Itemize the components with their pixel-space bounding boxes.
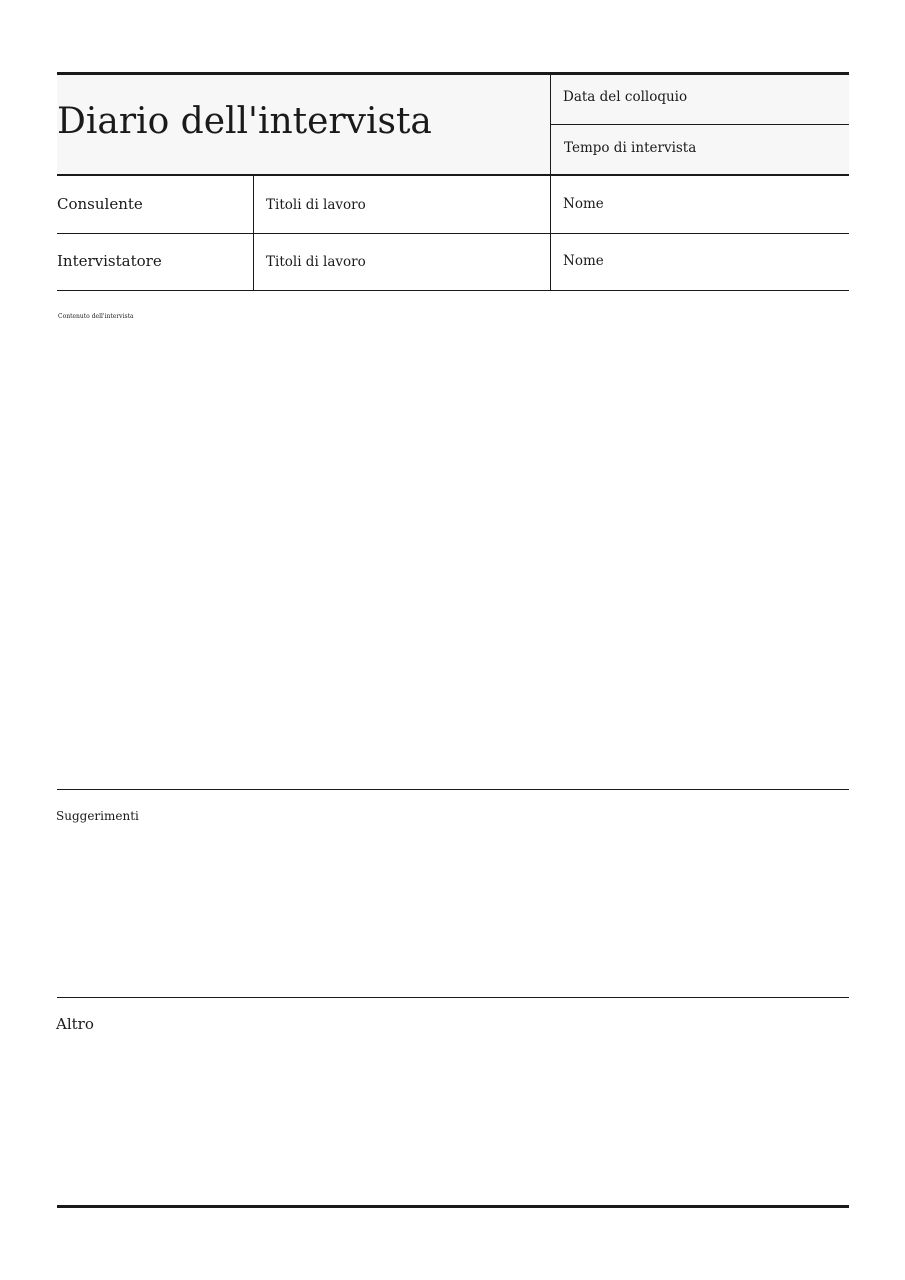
suggestions-label: Suggerimenti xyxy=(56,809,139,823)
interviewer-job-title-label: Titoli di lavoro xyxy=(266,254,366,270)
consultant-role-label: Consulente xyxy=(57,195,143,213)
header-bottom-rule xyxy=(57,174,849,176)
people-row-divider xyxy=(57,233,849,234)
page-bottom-rule xyxy=(57,1205,849,1208)
suggestions-bottom-rule xyxy=(57,997,849,998)
header-divider xyxy=(550,74,551,290)
meta-divider xyxy=(551,124,849,125)
header-top-rule xyxy=(57,72,849,75)
other-label: Altro xyxy=(56,1015,94,1033)
content-bottom-rule xyxy=(57,789,849,790)
people-bottom-rule xyxy=(57,290,849,291)
interviewer-role-label: Intervistatore xyxy=(57,252,162,270)
consultant-name-label: Nome xyxy=(563,196,604,212)
interview-time-label: Tempo di intervista xyxy=(564,140,697,156)
interview-date-label: Data del colloquio xyxy=(563,89,688,105)
interviewer-name-label: Nome xyxy=(563,253,604,269)
consultant-job-title-label: Titoli di lavoro xyxy=(266,197,366,213)
page-title: Diario dell'intervista xyxy=(57,101,432,142)
interview-content-label: Contenuto dell'intervista xyxy=(58,313,134,320)
